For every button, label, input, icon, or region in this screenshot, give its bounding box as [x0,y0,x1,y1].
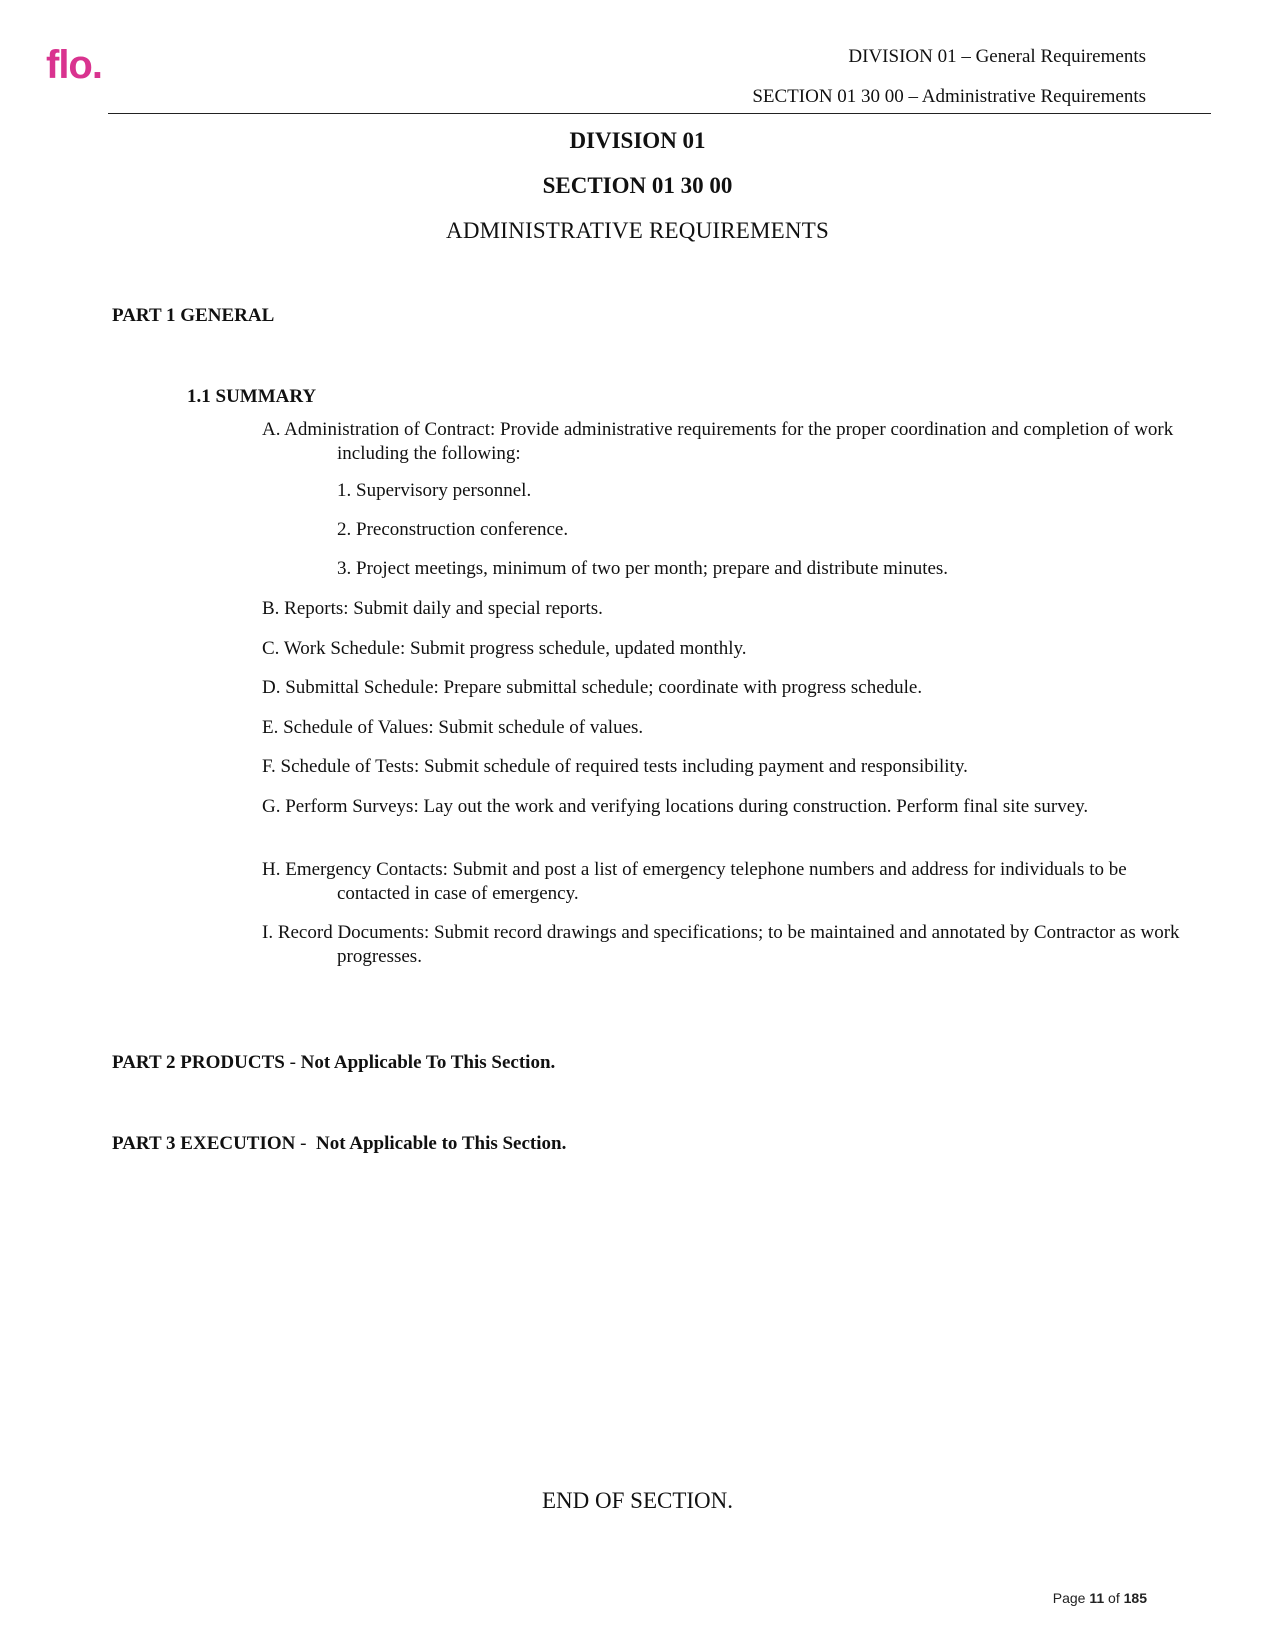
summary-subitem-1: 1. Supervisory personnel. [337,480,532,501]
page-number [1053,1590,1147,1606]
title-section: SECTION 01 30 00 [542,173,733,198]
part-2-dash: - [284,1052,301,1073]
end-of-section: END OF SECTION. [541,1488,734,1513]
flo-logo [46,44,146,86]
part-2-label: PART 2 PRODUCTS [112,1052,285,1073]
summary-item-c: C. Work Schedule: Submit progress schedule, updated monthly. [262,638,747,659]
flo-logo-mark [46,44,146,86]
summary-item-i: I. Record Documents: Submit record drawings and specifications; to be maintained and annotated by Contractor as work progresses. [262,922,1180,967]
part-1-heading: PART 1 GENERAL [112,305,275,326]
part-3-label: PART 3 EXECUTION [112,1133,296,1154]
summary-subitem-3: 3. Project meetings, minimum of two per month; prepare and distribute minutes. [337,558,949,579]
summary-item-b: B. Reports: Submit daily and special reports. [262,598,603,619]
title-name: ADMINISTRATIVE REQUIREMENTS [446,218,829,243]
summary-item-g: G. Perform Surveys: Lay out the work and verifying locations during construction. Perform final site survey. [262,796,1089,817]
summary-item-d: D. Submittal Schedule: Prepare submittal schedule; coordinate with progress schedule. [262,677,923,698]
part-2-note: Not Applicable To This Section. [300,1052,556,1073]
summary-item-a: A. Administration of Contract: Provide administrative requirements for the proper coordination and completion of work including the following: [262,419,1174,464]
title-division: DIVISION 01 [569,128,706,153]
summary-subitem-2: 2. Preconstruction conference. [337,519,569,540]
part-3-note: Not Applicable to This Section. [315,1133,567,1154]
page-of: of [1104,1590,1124,1606]
part-2-heading [112,1052,555,1074]
summary-heading: 1.1 SUMMARY [187,386,317,407]
header-divider [108,113,1211,114]
page-prefix: Page [1052,1590,1090,1606]
part-3-heading [112,1133,566,1155]
running-header-section: SECTION 01 30 00 – Administrative Requirements [752,86,1146,107]
part-3-dash: - [295,1133,316,1154]
flo-logo-text: flo. [46,44,102,86]
page-current: 11 [1089,1590,1105,1606]
page-total: 185 [1123,1590,1147,1606]
running-header-division: DIVISION 01 – General Requirements [848,46,1146,67]
summary-item-e: E. Schedule of Values: Submit schedule of values. [262,717,644,738]
summary-item-f: F. Schedule of Tests: Submit schedule of required tests including payment and responsibility. [262,756,968,777]
summary-item-h: H. Emergency Contacts: Submit and post a list of emergency telephone numbers and address for individuals to be contacted in case of emergency. [262,859,1127,904]
